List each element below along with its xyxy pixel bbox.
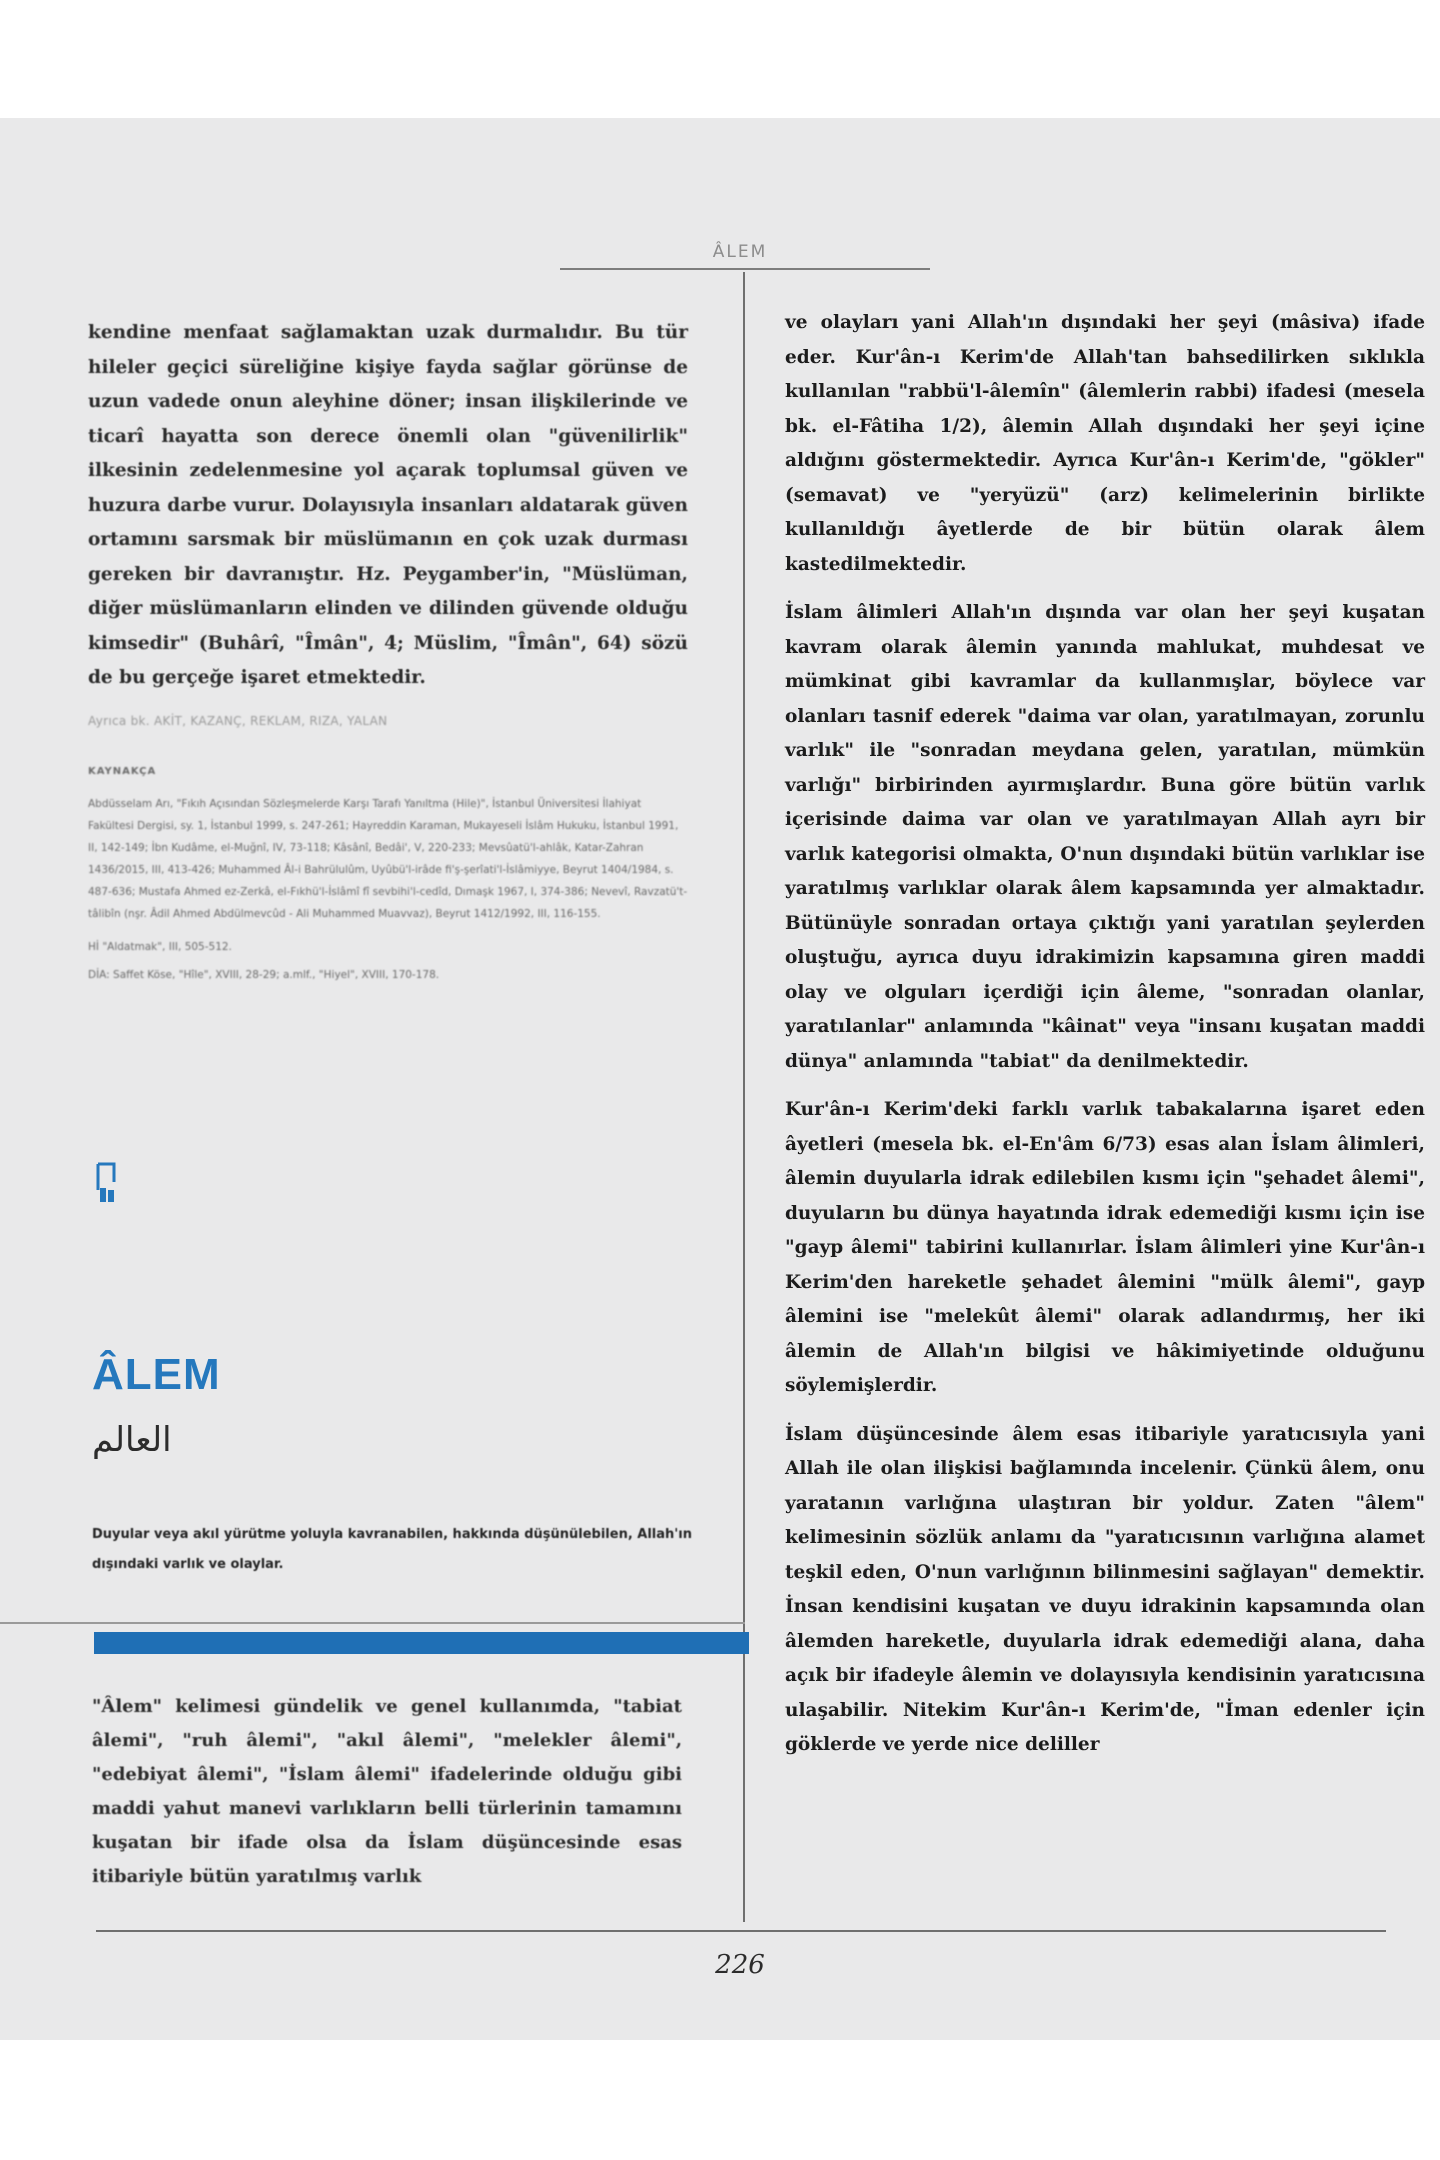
book-icon <box>94 1160 122 1204</box>
sources-label: KAYNAKÇA <box>88 765 157 777</box>
reference-line: DİA: Saffet Köse, "Hîle", XVIII, 28-29; a.mlf., "Hiyel", XVIII, 170-178. <box>88 968 440 981</box>
sources-list: Abdüsselam Arı, "Fıkıh Açısından Sözleşmelerde Karşı Tarafı Yanıltma (Hile)", İstanbul Üniversitesi İlahiyat Fakültesi Dergisi, sy. 1, İstanbul 1999, s. 247-261; Hayreddin Karaman, Mukayeseli İslâm Hukuku, İstanbul 1991, II, 142-149; İbn Kudâme, el-Muğnî, IV, 73-118; Kâsânî, Bedâi', V, 220-233; Mevsûatü'l-ahlâk, Katar-Zahran 1436/2015, III, 413-426; Muhammed Âl-i Bahrülulûm, Uyûbü'l-irâde fi'ş-şerîati'l-İslâmiyye, Beyrut 1404/1984, s. 487-636; Mustafa Ahmed ez-Zerkâ, el-Fıkhü'l-İslâmî fî sevbihi'l-cedîd, Dımaşk 1967, I, 374-386; Nevevî, Ravzatü't-tâlibîn (nşr. Âdil Ahmed Abdülmevcûd - Ali Muhammed Muavvaz), Beyrut 1412/1992, III, 116-155. <box>88 797 688 920</box>
running-head: ÂLEM <box>712 242 768 262</box>
right-paragraph: İslam âlimleri Allah'ın dışında var olan her şeyi kuşatan kavram olarak âlemin yanında mahlukat, muhdesat ve mümkinat gibi kavramlar da kullanmışlar, böylece var olanları tasnif ederek "daima var olan, yaratılmayan, zorunlu varlık" ile "sonradan meydana gelen, yaratılan, mümkün varlığı" birbirinden ayırmışlardır. Buna göre bütün varlık içerisinde daima var olan ve yaratılmayan Allah ayrı bir varlık kategorisi olmakta, O'nun dışındaki bütün varlıklar ise yaratılmış varlıklar olarak âlem kapsamında yer almaktadır. Bütünüyle sonradan ortaya çıktığı yani yaratılan şeylerden oluştuğu, ayrıca duyu idrakimizin kapsamına giren maddi olay ve olguları içerdiği için âleme, "sonradan olanlar, yaratılanlar" anlamında "kâinat" veya "insanı kuşatan maddi dünya" anlamında "tabiat" da denilmektedir. <box>785 602 1425 1072</box>
entry-title: ÂLEM <box>92 1350 221 1399</box>
entry-definition: Duyular veya akıl yürütme yoluyla kavranabilen, hakkında düşünülebilen, Allah'ın dışındaki varlık ve olaylar. <box>92 1527 692 1572</box>
previous-entry-paragraph: kendine menfaat sağlamaktan uzak durmalıdır. Bu tür hileler geçici süreliğine kişiye fayda sağlar görünse de uzun vadede onun aleyhine döner; insan ilişkilerinde ve ticarî hayatta son derece önemli olan "güvenilirlik" ilkesinin zedelenmesine yol açarak toplumsal güven ve huzura darbe vurur. Dolayısıyla insanları aldatarak güven ortamını sarsmak bir müslümanın en çok uzak durması gereken bir davranıştır. Hz. Peygamber'in, "Müslüman, diğer müslümanların elinden ve dilinden güvende olduğu kimsedir" (Buhârî, "Îmân", 4; Müslim, "Îmân", 64) sözü de bu gerçeğe işaret etmektedir. <box>88 322 688 688</box>
column-divider <box>743 272 745 1922</box>
reference-line: Hİ "Aldatmak", III, 505-512. <box>88 940 232 953</box>
header-rule <box>560 268 930 270</box>
page-number: 226 <box>715 1950 765 1980</box>
right-paragraph: İslam düşüncesinde âlem esas itibariyle yaratıcısıyla yani Allah ile olan ilişkisi bağlamında incelenir. Çünkü âlem, onu yaratanın varlığına ulaştıran bir yoldur. Zaten "âlem" kelimesinin sözlük anlamı da "yaratıcısının varlığına alamet teşkil eden, O'nun varlığının bilinmesini sağlayan" demektir. İnsan kendisini kuşatan ve duyu idrakinin kapsamında olan âlemden hareketle, duyularla idrak edemediği alana, daha açık bir ifadeyle âlemin ve dolayısıyla kendisinin yaratıcısına ulaşabilir. Nitekim Kur'ân-ı Kerim'de, "İman edenler için göklerde ve yerde nice deliller <box>785 1423 1425 1755</box>
right-column <box>785 306 1425 1777</box>
entry-body-paragraph: "Âlem" kelimesi gündelik ve genel kullanımda, "tabiat âlemi", "ruh âlemi", "akıl âlemi", "melekler âlemi", "edebiyat âlemi", "İslam âlemi" ifadelerinde olduğu gibi maddi yahut manevi varlıkların belli türlerinin tamamını kuşatan bir ifade olsa da İslam düşüncesinde esas itibariyle bütün yaratılmış varlık <box>92 1696 682 1887</box>
left-column <box>88 316 688 981</box>
accent-bar <box>94 1632 749 1654</box>
right-paragraph: Kur'ân-ı Kerim'deki farklı varlık tabakalarına işaret eden âyetleri (mesela bk. el-En'âm 6/73) esas alan İslam âlimleri, âlemin duyularla idrak edilebilen kısmı için "şehadet âlemi", duyuların bu dünya hayatında idrak edemediği kısmı için ise "gayp âlemi" tabirini kullanırlar. İslam âlimleri yine Kur'ân-ı Kerim'den hareketle şehadet âlemini "mülk âlemi", gayp âlemini ise "melekût âlemi" olarak adlandırmış, her iki âlemin de Allah'ın bilgisi ve hâkimiyetinde olduğunu söylemişlerdir. <box>785 1099 1425 1396</box>
entry-arabic-title: العالم <box>92 1420 172 1460</box>
right-paragraph: ve olayları yani Allah'ın dışındaki her şeyi (mâsiva) ifade eder. Kur'ân-ı Kerim'de Allah'tan bahsedilirken sıklıkla kullanılan "rabbü'l-âlemîn" (âlemlerin rabbi) ifadesi (mesela bk. el-Fâtiha 1/2), âlemin Allah dışındaki her şeyi içine aldığını göstermektedir. Ayrıca Kur'ân-ı Kerim'de, "gökler" (semavat) ve "yeryüzü" (arz) kelimelerinin birlikte kullanıldığı âyetlerde de bir bütün olarak âlem kastedilmektedir. <box>785 312 1425 575</box>
see-also-line: Ayrıca bk. AKİT, KAZANÇ, REKLAM, RIZA, YALAN <box>88 713 388 728</box>
footer-rule <box>96 1930 1386 1932</box>
section-rule <box>0 1622 745 1624</box>
